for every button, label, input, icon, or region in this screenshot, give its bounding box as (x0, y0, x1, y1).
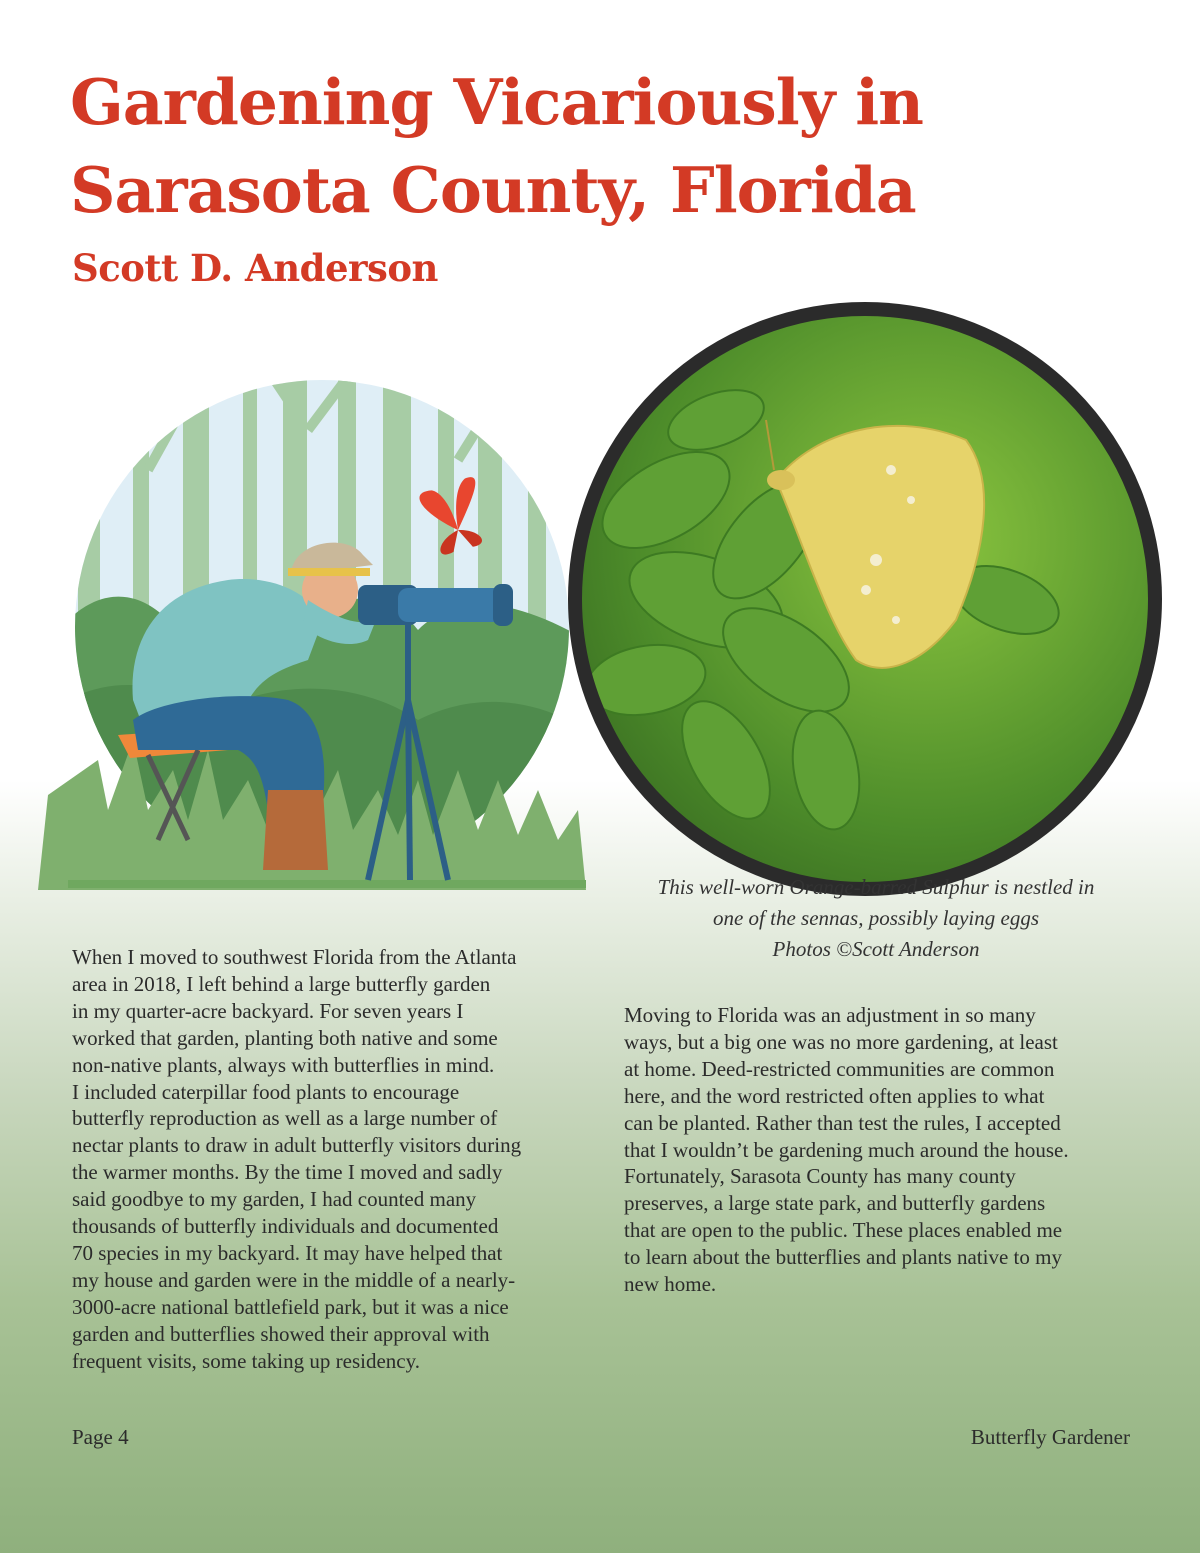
body-line: worked that garden, planting both native and some (72, 1025, 498, 1050)
article-title (70, 58, 1150, 234)
body-line: my house and garden were in the middle of a nearly- (72, 1267, 516, 1292)
photographer-illustration (38, 340, 586, 895)
title-line-1: Gardening Vicariously in (70, 65, 923, 139)
body-line: to learn about the butterflies and plants native to my (624, 1245, 1062, 1270)
body-line: area in 2018, I left behind a large butterfly garden (72, 971, 491, 996)
butterfly-photo (566, 300, 1164, 898)
body-line: frequent visits, some taking up residency. (72, 1348, 420, 1373)
page-number: Page 4 (72, 1425, 129, 1449)
body-line: preserves, a large state park, and butterfly gardens (624, 1191, 1046, 1216)
body-line: new home. (624, 1272, 717, 1297)
camera-with-lens (358, 584, 513, 626)
caption-line: one of the sennas, possibly laying eggs (712, 906, 1040, 930)
body-line: the warmer months. By the time I moved and sadly (72, 1160, 503, 1185)
body-line: in my quarter-acre backyard. For seven years I (72, 998, 464, 1023)
body-line: When I moved to southwest Florida from the Atlanta (72, 945, 517, 969)
body-line: nectar plants to draw in adult butterfly visitors during (72, 1133, 522, 1158)
body-line: here, and the word restricted often applies to what (624, 1083, 1045, 1108)
body-line: ways, but a big one was no more gardening, at least (624, 1029, 1058, 1054)
body-line: butterfly reproduction as well as a large number of (72, 1106, 498, 1131)
photo-caption (596, 872, 1156, 965)
title-line-2: Sarasota County, Florida (70, 153, 916, 227)
body-line: 3000-acre national battlefield park, but it was a nice (72, 1294, 509, 1319)
article-author: Scott D. Anderson (72, 246, 438, 290)
body-line: said goodbye to my garden, I had counted many (72, 1187, 477, 1212)
caption-credit: Photos ©Scott Anderson (772, 937, 980, 961)
body-line: I included caterpillar food plants to encourage (72, 1079, 460, 1104)
body-column-2 (624, 1002, 1130, 1298)
body-line: that I wouldn’t be gardening much around the house. (624, 1137, 1069, 1162)
body-line: that are open to the public. These places enabled me (624, 1218, 1063, 1243)
body-line: thousands of butterfly individuals and documented (72, 1214, 499, 1239)
body-line: at home. Deed-restricted communities are common (624, 1056, 1055, 1081)
body-line: can be planted. Rather than test the rules, I accepted (624, 1110, 1061, 1135)
body-column-1 (72, 944, 578, 1375)
publication-name: Butterfly Gardener (970, 1425, 1130, 1449)
caption-line: This well-worn Orange-barred Sulphur is nestled in (657, 875, 1095, 899)
body-line: 70 species in my backyard. It may have helped that (72, 1240, 503, 1265)
body-line: Moving to Florida was an adjustment in so many (624, 1003, 1036, 1027)
body-line: non-native plants, always with butterflies in mind. (72, 1052, 495, 1077)
body-line: Fortunately, Sarasota County has many county (624, 1164, 1016, 1189)
body-line: garden and butterflies showed their approval with (72, 1321, 490, 1346)
